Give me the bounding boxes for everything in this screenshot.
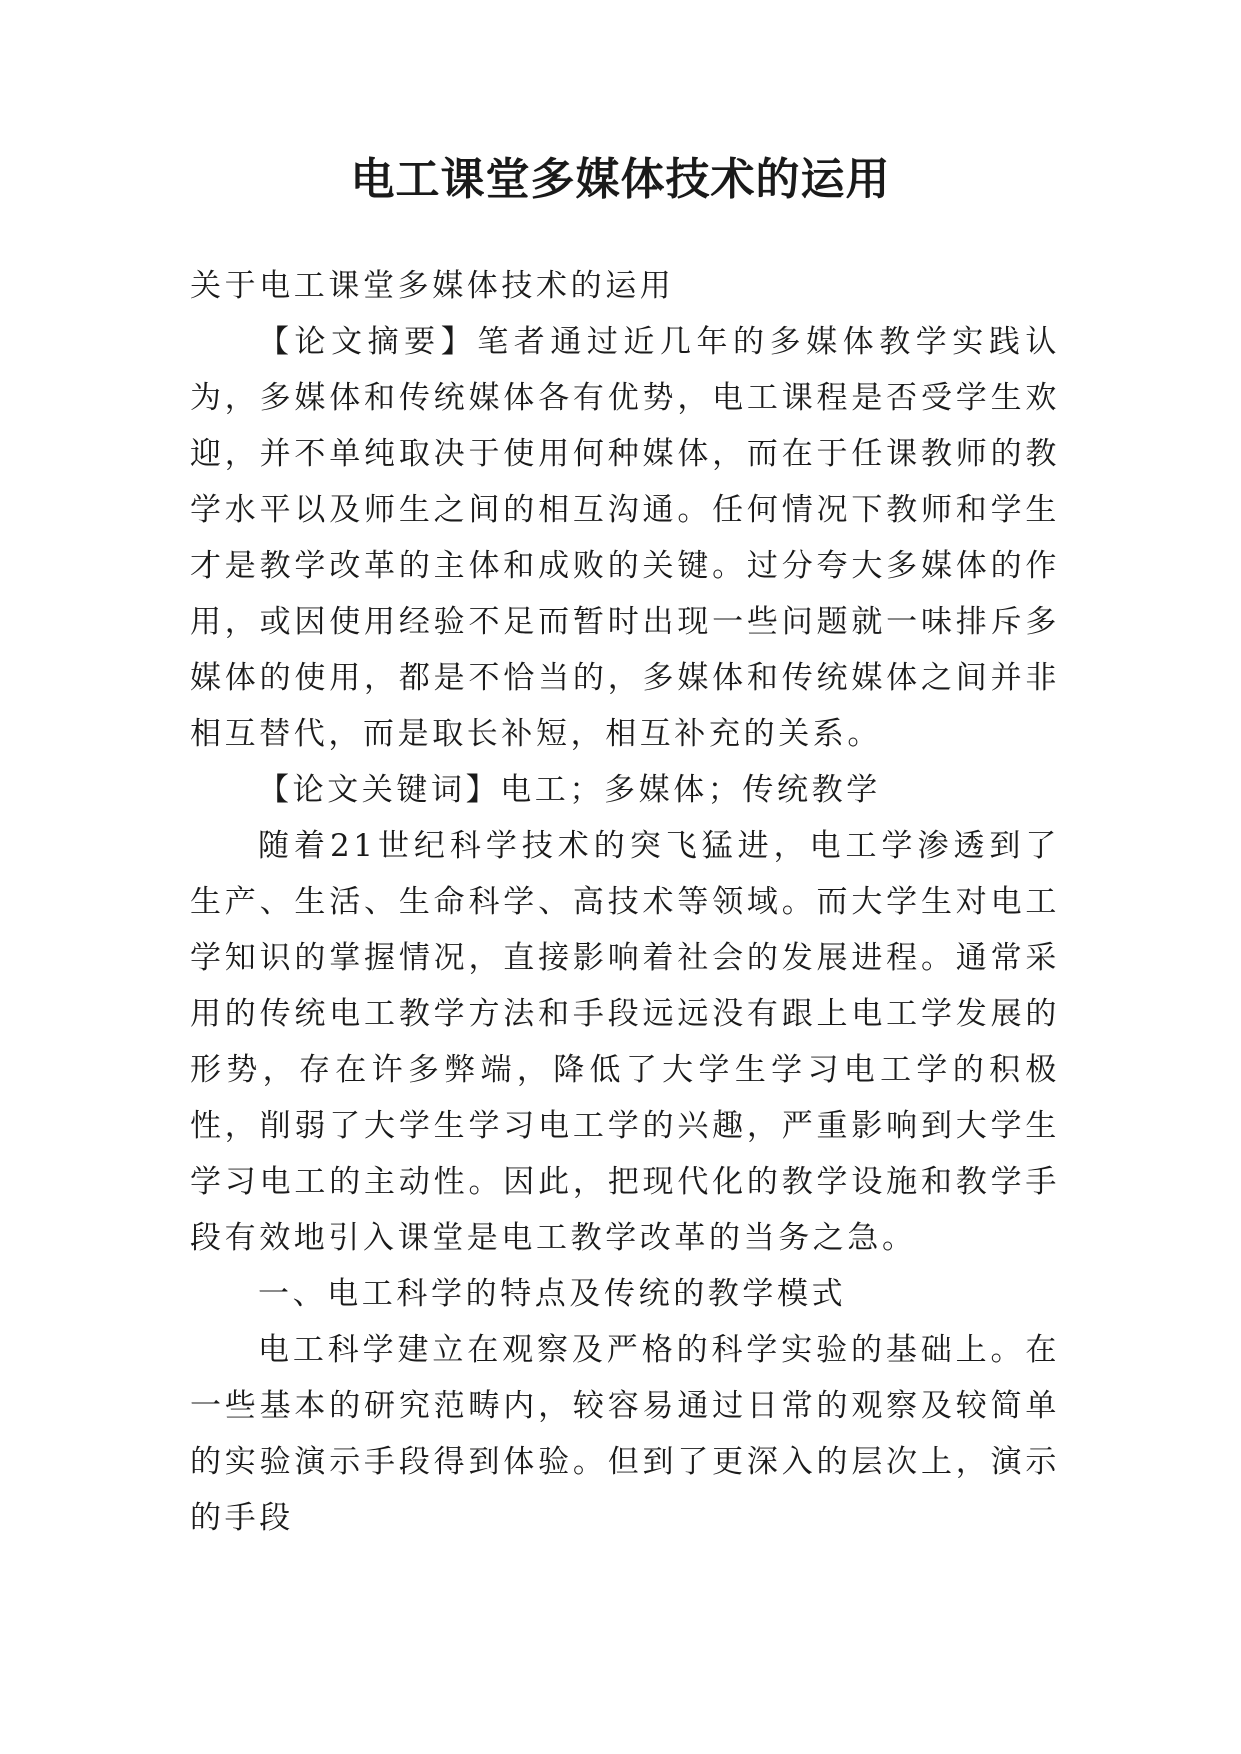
document-title: 电工课堂多媒体技术的运用 xyxy=(350,154,891,205)
document-body xyxy=(190,258,1060,1546)
document-subtitle: 关于电工课堂多媒体技术的运用 xyxy=(190,268,675,304)
section-paragraph: 电工科学建立在观察及严格的科学实验的基础上。在一些基本的研究范畴内，较容易通过日常的观察及较简单的实验演示手段得到体验。但到了更深入的层次上，演示的手段 xyxy=(190,1332,1060,1536)
abstract-paragraph: 【论文摘要】笔者通过近几年的多媒体教学实践认为，多媒体和传统媒体各有优势，电工课程是否受学生欢迎，并不单纯取决于使用何种媒体，而在于任课教师的教学水平以及师生之间的相互沟通。任何情况下教师和学生才是教学改革的主体和成败的关键。过分夸大多媒体的作用，或因使用经验不足而暂时出现一些问题就一味排斥多媒体的使用，都是不恰当的，多媒体和传统媒体之间并非相互替代，而是取长补短，相互补充的关系。 xyxy=(190,324,1060,752)
section-heading: 一、电工科学的特点及传统的教学模式 xyxy=(258,1276,847,1312)
intro-paragraph: 随着21世纪科学技术的突飞猛进，电工学渗透到了生产、生活、生命科学、高技术等领域。而大学生对电工学知识的掌握情况，直接影响着社会的发展进程。通常采用的传统电工教学方法和手段远远没有跟上电工学发展的形势，存在许多弊端，降低了大学生学习电工学的积极性，削弱了大学生学习电工学的兴趣，严重影响到大学生学习电工的主动性。因此，把现代化的教学设施和教学手段有效地引入课堂是电工教学改革的当务之急。 xyxy=(190,828,1060,1256)
keywords-paragraph: 【论文关键词】电工；多媒体；传统教学 xyxy=(258,772,881,808)
